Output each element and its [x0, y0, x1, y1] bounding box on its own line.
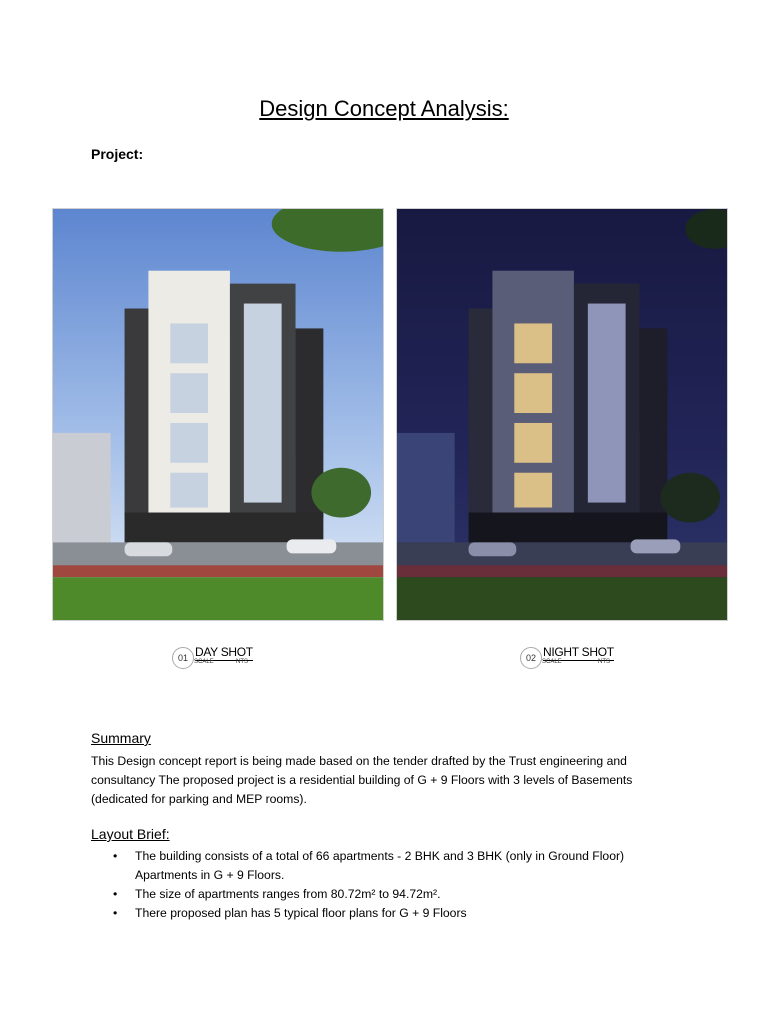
layout-brief-list — [91, 847, 681, 923]
bullet-icon: • — [113, 906, 118, 920]
summary-text: This Design concept report is being made based on the tender drafted by the Trust engineering and consultancy The proposed project is a residential building of G + 9 Floors with 3 levels of Basements (dedicated for parking and MEP rooms). — [91, 754, 633, 806]
bullet-icon: • — [113, 849, 118, 863]
night-shot-image — [396, 208, 728, 621]
day-shot-image — [52, 208, 384, 621]
caption-title: NIGHT SHOT — [543, 645, 614, 659]
list-item — [91, 885, 681, 904]
project-label: Project: — [91, 146, 144, 162]
summary-heading: Summary — [91, 730, 151, 746]
caption-nts: NTS — [236, 659, 248, 665]
bullet-icon: • — [113, 887, 118, 901]
caption-nts: NTS — [598, 659, 610, 665]
caption-title: DAY SHOT — [195, 645, 253, 659]
caption-number: 02 — [520, 647, 542, 669]
list-item — [91, 904, 681, 923]
page-title: Design Concept Analysis: — [259, 96, 509, 121]
list-item-text: The size of apartments ranges from 80.72m² to 94.72m². — [135, 887, 441, 901]
list-item-text: The building consists of a total of 66 apartments - 2 BHK and 3 BHK (only in Ground Floor) Apartments in G + 9 Floors. — [135, 849, 625, 882]
caption-scale: SCALE — [542, 659, 562, 665]
layout-brief-heading: Layout Brief: — [91, 826, 170, 842]
day-shot-caption — [172, 645, 252, 671]
caption-scale: SCALE — [194, 659, 214, 665]
list-item — [91, 847, 681, 885]
night-shot-caption — [520, 645, 612, 671]
list-item-text: There proposed plan has 5 typical floor plans for G + 9 Floors — [135, 906, 467, 920]
caption-number: 01 — [172, 647, 194, 669]
